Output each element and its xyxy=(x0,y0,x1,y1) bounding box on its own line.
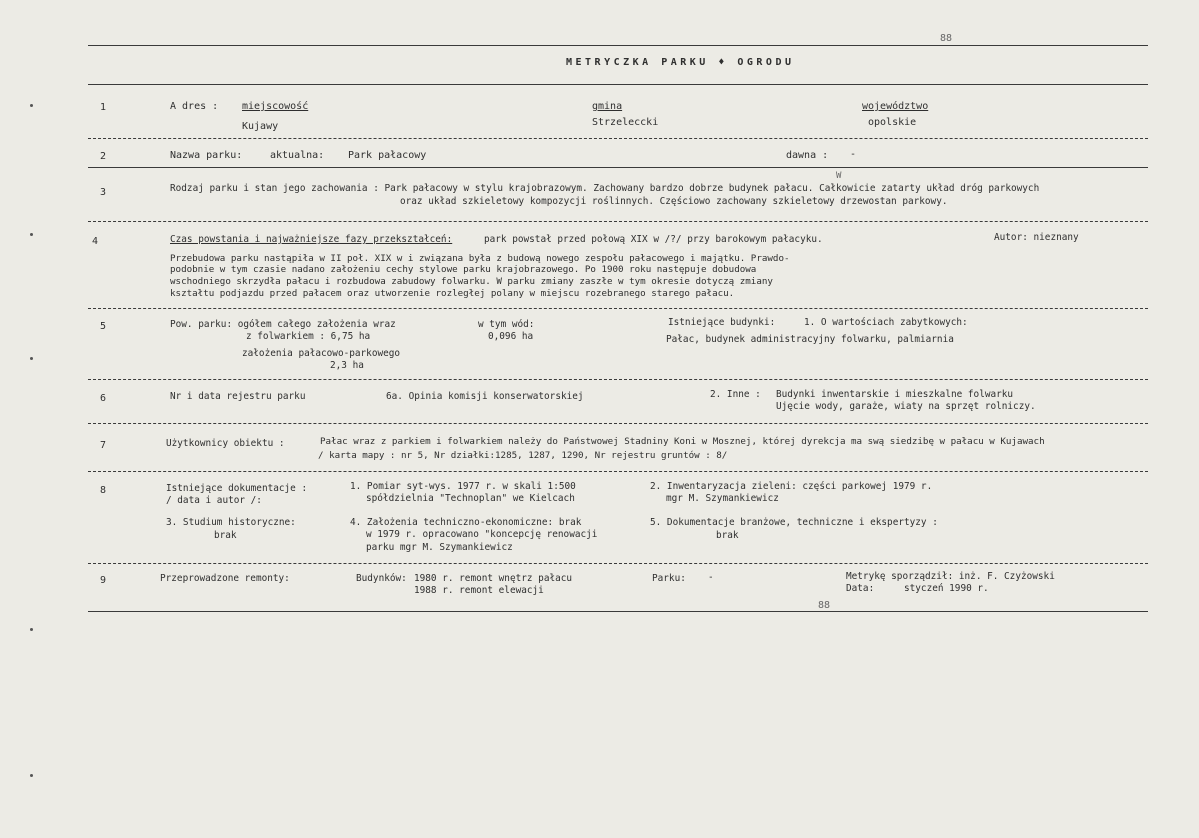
other-buildings-line-2: Ujęcie wody, garaże, wiaty na sprzęt rolniczy. xyxy=(776,401,1036,412)
date-value: styczeń 1990 r. xyxy=(904,583,989,594)
rule-row-5 xyxy=(88,379,1148,380)
other-buildings-label: 2. Inne : xyxy=(710,389,761,400)
row-number-1: 1 xyxy=(100,102,107,113)
row-number-6: 6 xyxy=(100,393,107,404)
doc-1-line-1: 1. Pomiar syt-wys. 1977 r. w skali 1:500 xyxy=(350,481,576,492)
history-author: Autor: nieznany xyxy=(994,232,1079,243)
buildings-list: Pałac, budynek administracyjny folwarku, palmiarnia xyxy=(666,334,954,345)
row-3-marker: W xyxy=(836,171,842,181)
renovations-label: Przeprowadzone remonty: xyxy=(160,573,290,584)
buildings-renovation-label: Budynków: xyxy=(356,573,407,584)
buildings-label: Istniejące budynki: xyxy=(668,317,776,328)
row-number-3: 3 xyxy=(100,187,107,198)
doc-4-line-3: parku mgr M. Szymankiewicz xyxy=(366,542,513,553)
history-line-4: wschodniego skrzydła pałacu i rozbudowa zabudowy folwarku. W parku zmiany zaszłe w tym okresie dotyczą zmiany xyxy=(170,276,773,287)
users-label: Użytkownicy obiektu : xyxy=(166,438,285,449)
commission-opinion-label: 6a. Opinia komisji konserwatorskiej xyxy=(386,391,584,402)
doc-4-line-2: w 1979 r. opracowano "koncepcję renowacji xyxy=(366,529,598,540)
history-line-1: park powstał przed połową XIX w /?/ przy barokowym pałacyku. xyxy=(484,234,823,245)
wojewodztwo-label: województwo xyxy=(862,101,929,112)
buildings-heritage-label: 1. O wartościach zabytkowych: xyxy=(804,317,968,328)
rule-top xyxy=(88,45,1148,46)
area-line-1: Pow. parku: ogółem całego założenia wraz xyxy=(170,319,396,330)
rule-row-7 xyxy=(88,471,1148,472)
page-title: METRYCZKA PARKU ♦ OGRODU xyxy=(566,57,795,68)
miejscowosc-value: Kujawy xyxy=(242,121,279,132)
margin-dot xyxy=(30,233,33,236)
doc-2-line-2: mgr M. Szymankiewicz xyxy=(666,493,779,504)
users-line-2: / karta mapy : nr 5, Nr działki:1285, 1287, 1290, Nr rejestru gruntów : 8/ xyxy=(318,450,728,461)
rule-row-4 xyxy=(88,308,1148,309)
doc-1-line-2: spółdzielnia "Technoplan" we Kielcach xyxy=(366,493,575,504)
area-line-3: założenia pałacowo-parkowego xyxy=(242,348,401,359)
park-type-line-2: oraz układ szkieletowy kompozycji roślinnych. Częściowo zachowany szkieletowy drzewostan parkowy. xyxy=(400,196,948,207)
users-line-1: Pałac wraz z parkiem i folwarkiem należy do Państwowej Stadniny Koni w Mosznej, której dyrekcja ma swą siedzibę w pałacu w Kujawach xyxy=(320,436,1045,447)
row-number-5: 5 xyxy=(100,321,107,332)
park-renovation-value: - xyxy=(708,572,714,583)
doc-5-line-2: brak xyxy=(716,530,739,541)
history-label: Czas powstania i najważniejsze fazy przekształceń: xyxy=(170,234,453,245)
doc-5-line-1: 5. Dokumentacje branżowe, techniczne i ekspertyzy : xyxy=(650,517,938,528)
rule-bottom xyxy=(88,611,1148,612)
rule-row-6 xyxy=(88,423,1148,424)
aktualna-value: Park pałacowy xyxy=(348,150,427,161)
prepared-by: Metrykę sporządził: inż. F. Czyżowski xyxy=(846,571,1055,582)
rule-row-1 xyxy=(88,138,1148,139)
rule-row-8 xyxy=(88,563,1148,564)
date-label: Data: xyxy=(846,583,875,594)
docs-label-2: / data i autor /: xyxy=(166,495,262,506)
park-name-label: Nazwa parku: xyxy=(170,150,243,161)
rule-row-2 xyxy=(88,167,1148,168)
row-number-2: 2 xyxy=(100,151,107,162)
miejscowosc-label: miejscowość xyxy=(242,101,309,112)
row-number-9: 9 xyxy=(100,575,107,586)
margin-dot xyxy=(30,774,33,777)
water-value: 0,096 ha xyxy=(488,331,534,342)
rule-row-3 xyxy=(88,221,1148,222)
row-number-8: 8 xyxy=(100,485,107,496)
doc-3-line-1: 3. Studium historyczne: xyxy=(166,517,296,528)
history-line-3: podobnie w tym czasie nadano założeniu cechy stylowe parku krajobrazowego. Po 1900 roku następuje dobudowa xyxy=(170,264,757,275)
page-number-bottom: 88 xyxy=(818,600,831,611)
area-line-2: z folwarkiem : 6,75 ha xyxy=(246,331,371,342)
register-label: Nr i data rejestru parku xyxy=(170,391,306,402)
dawna-label: dawna : xyxy=(786,150,829,161)
rule-title xyxy=(88,84,1148,85)
dawna-value: - xyxy=(850,149,857,160)
park-renovation-label: Parku: xyxy=(652,573,686,584)
doc-3-line-2: brak xyxy=(214,530,237,541)
area-line-4: 2,3 ha xyxy=(330,360,364,371)
water-label: w tym wód: xyxy=(478,319,535,330)
row-number-4: 4 xyxy=(92,236,99,247)
history-line-5: kształtu podjazdu przed pałacem oraz utworzenie rozległej polany w miejscu rozebranego starego pałacu. xyxy=(170,288,735,299)
margin-dot xyxy=(30,104,33,107)
gmina-label: gmina xyxy=(592,101,623,112)
buildings-renovation-1: 1980 r. remont wnętrz pałacu xyxy=(414,573,573,584)
wojewodztwo-value: opolskie xyxy=(868,117,917,128)
park-type-line-1: Rodzaj parku i stan jego zachowania : Park pałacowy w stylu krajobrazowym. Zachowany bardzo dobrze budynek pałacu. Całkowicie zatarty układ dróg parkowych xyxy=(170,183,1040,194)
docs-label-1: Istniejące dokumentacje : xyxy=(166,483,308,494)
margin-dot xyxy=(30,357,33,360)
doc-4-line-1: 4. Założenia techniczno-ekonomiczne: brak xyxy=(350,517,582,528)
aktualna-label: aktualna: xyxy=(270,150,325,161)
gmina-value: Strzeleccki xyxy=(592,117,659,128)
margin-dot xyxy=(30,628,33,631)
page-number-top: 88 xyxy=(940,33,953,44)
address-label: A dres : xyxy=(170,101,219,112)
other-buildings-line-1: Budynki inwentarskie i mieszkalne folwarku xyxy=(776,389,1014,400)
history-line-2: Przebudowa parku nastąpiła w II poł. XIX w i związana była z budową nowego zespołu pałacowego i majątku. Prawdo- xyxy=(170,253,790,264)
doc-2-line-1: 2. Inwentaryzacja zieleni: części parkowej 1979 r. xyxy=(650,481,933,492)
buildings-renovation-2: 1988 r. remont elewacji xyxy=(414,585,544,596)
row-number-7: 7 xyxy=(100,440,107,451)
